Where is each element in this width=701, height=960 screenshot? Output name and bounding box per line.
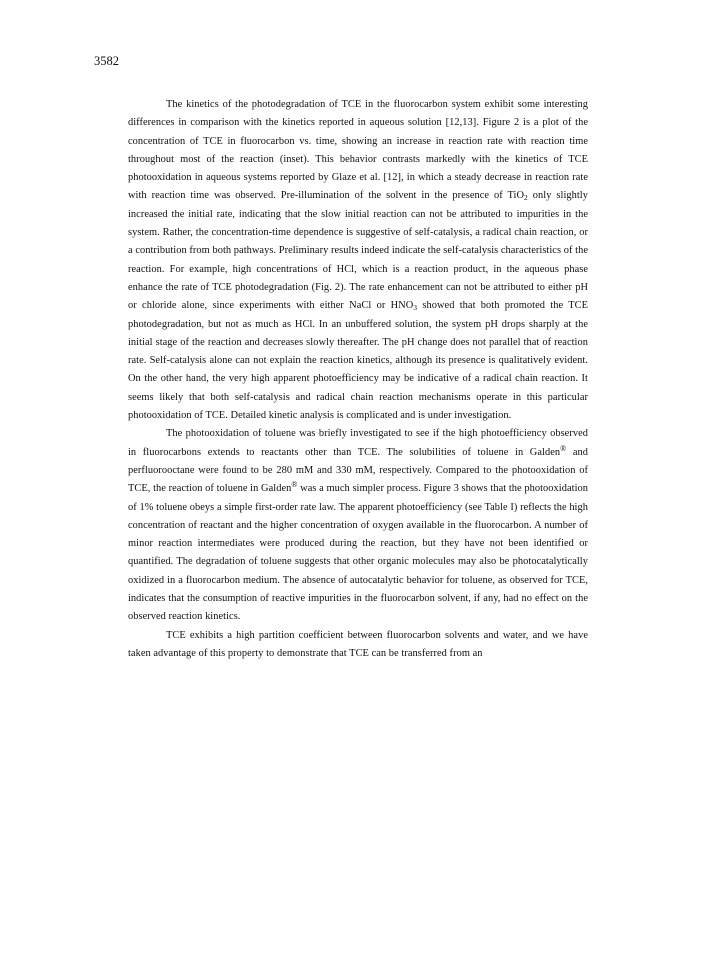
paragraph-text: was a much simpler process. Figure 3 shows that the photooxidation of 1% toluene obeys a simple first-order rate law. The apparent photoefficiency (see Table I) reflects the high concentration of reactant and the higher concentration of oxygen available in the fluorocarbon. A number of minor reaction intermediates were produced during the reaction, but they have not been identified or quantified. The degradation of toluene suggests that other organic molecules may also be photocatalytically oxidized in a fluorocarbon medium. The absence of autocatalytic behavior for toluene, as observed for TCE, indicates that the consumption of reactive impurities in the fluorocarbon solvent, if any, had no effect on the observed reaction kinetics. (128, 483, 588, 623)
paragraph-text: showed that both promoted the TCE photodegradation, but not as much as HCl. In an unbuffered solution, the system pH drops sharply at the initial stage of the reaction and decreases slowly thereafter. The pH change does not parallel that of reaction rate. Self-catalysis alone can not explain the reaction kinetics, although its presence is qualitatively evident. On the other hand, the very high apparent photoefficiency may be indicative of a radical chain reaction. It seems likely that both self-catalysis and radical chain reaction mechanisms operate in this particular photooxidation of TCE. Detailed kinetic analysis is complicated and is under investigation. (128, 300, 588, 422)
page-number: 3582 (94, 54, 119, 68)
paragraph-text: and perfluorooctane were found to be 280 mM and 330 mM, respectively. Compared to the photooxidation of TCE, the reaction of toluene in Galden (128, 446, 588, 495)
registered-mark: ® (560, 443, 567, 453)
paragraph-text: The photooxidation of toluene was briefly investigated to see if the high photoefficiency observed in fluorocarbons extends to reactants other than TCE. The solubilities of toluene in Galden (128, 428, 588, 458)
body-text (128, 96, 588, 663)
subscript: 3 (413, 303, 418, 313)
paragraph-text: TCE exhibits a high partition coefficient between fluorocarbon solvents and water, and we have taken advantage of this property to demonstrate that TCE can be transferred from an (128, 629, 588, 659)
registered-mark: ® (291, 480, 298, 490)
paragraph-partition (128, 627, 588, 664)
paragraph-text: The kinetics of the photodegradation of TCE in the fluorocarbon system exhibit some interesting differences in comparison with the kinetics reported in aqueous solution [12,13]. Figure 2 is a plot of the concentration of TCE in fluorocarbon vs. time, showing an increase in reaction rate with reaction time throughout most of the reaction (inset). This behavior contrasts markedly with the kinetics of TCE photooxidation in aqueous systems reported by Glaze et al. [12], in which a steady decrease in reaction rate with reaction time was observed. Pre-illumination of the solvent in the presence of TiO (128, 99, 588, 202)
subscript: 2 (524, 193, 528, 203)
paragraph-tce-kinetics (128, 96, 588, 425)
paragraph-text: only slightly increased the initial rate, indicating that the slow initial reaction can not be attributed to impurities in the system. Rather, the concentration-time dependence is suggestive of self-catalysis, a radical chain reaction, or a contribution from both pathways. Preliminary results indeed indicate the self-catalysis characteristics of the reaction. For example, high concentrations of HCl, which is a reaction product, in the aqueous phase enhance the rate of TCE photodegradation (Fig. 2). The rate enhancement can not be attributed to either pH or chloride alone, since experiments with either NaCl or HNO (128, 190, 588, 312)
paragraph-toluene (128, 425, 588, 626)
